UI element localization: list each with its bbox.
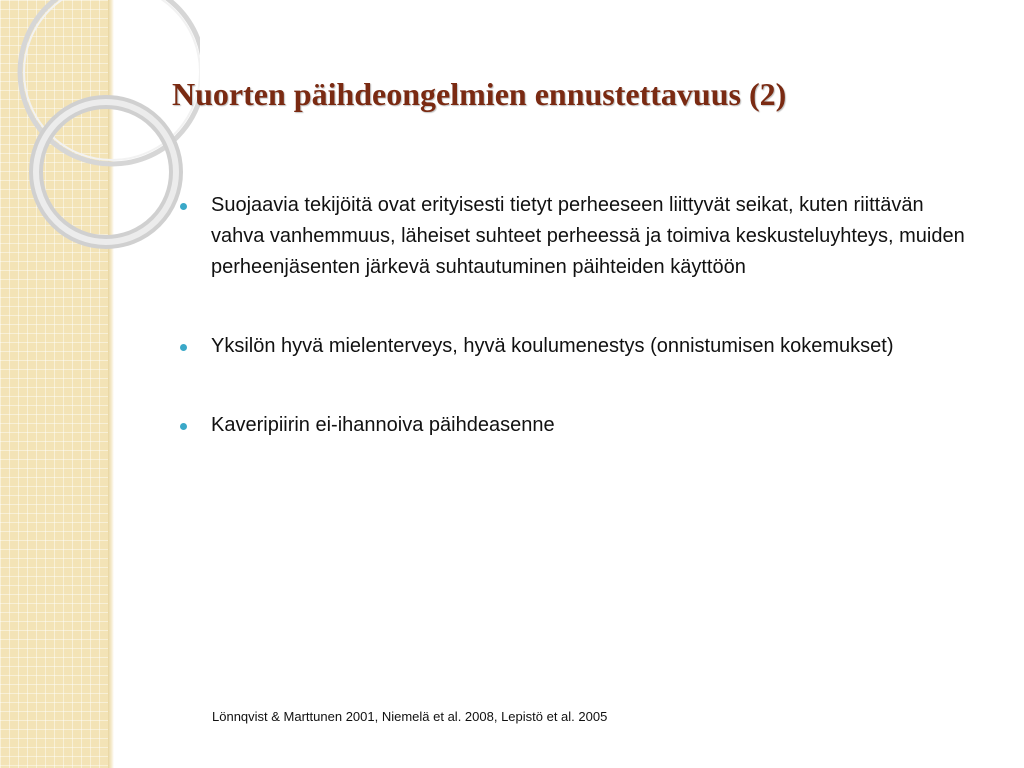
bullet-dot-icon [180,423,187,430]
bullet-list [180,190,970,489]
slide-title: Nuorten päihdeongelmien ennustettavuus (2) [172,76,787,112]
bullet-item [180,190,970,283]
bullet-text: Kaveripiirin ei-ihannoiva päihdeasenne [211,414,555,436]
bullet-dot-icon [180,344,187,351]
bullet-dot-icon [180,203,187,210]
bullet-text: Suojaavia tekijöitä ovat erityisesti tietyt perheeseen liittyvät seikat, kuten riittävän vahva vanhemmuus, läheiset suhteet perheessä ja toimiva keskusteluyhteys, muiden perheenjäsenten järkevä suhtautuminen päihteiden käyttöön [211,194,965,278]
citation-footnote: Lönnqvist & Marttunen 2001, Niemelä et al. 2008, Lepistö et al. 2005 [212,709,608,724]
bullet-item [180,410,970,441]
decorative-ring-small-highlight [36,102,176,242]
decorative-rings [0,0,200,260]
bullet-item [180,331,970,362]
bullet-text: Yksilön hyvä mielenterveys, hyvä koulumenestys (onnistumisen kokemukset) [211,335,894,357]
